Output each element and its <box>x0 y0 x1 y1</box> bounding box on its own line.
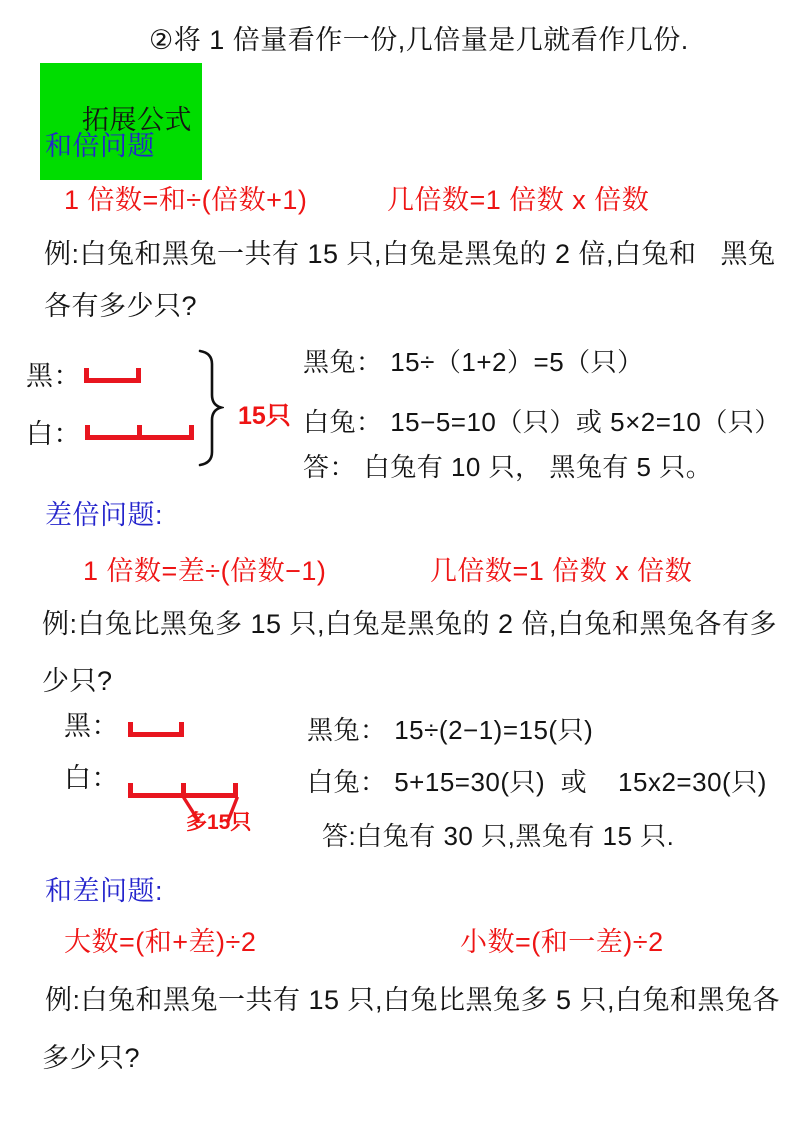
example-diff-multiple-line1: 例:白兔比黑兔多 15 只,白兔是黑兔的 2 倍,白兔和黑兔各有多 <box>42 609 778 639</box>
example-sum-diff-line1: 例:白兔和黑兔一共有 15 只,白兔比黑兔多 5 只,白兔和黑兔各 <box>45 985 781 1015</box>
diagram2-extra-label: 多15只 <box>186 811 252 834</box>
bar-tick-left <box>128 783 133 798</box>
note-line: ②将 1 倍量看作一份,几倍量是几就看作几份. <box>149 25 689 55</box>
diagram1-white-label: 白： <box>26 419 81 449</box>
solution1-answer-line: 答： 白兔有 10 只， 黑兔有 5 只。 <box>303 452 713 482</box>
bar-tick-left <box>84 368 89 383</box>
diagram1-black-bar <box>84 368 141 383</box>
diagram1-white-bar <box>85 425 194 440</box>
formula-diff-multiple-right: 几倍数=1 倍数 x 倍数 <box>430 556 693 586</box>
solution1-black-line: 黑兔： 15÷（1+2）=5（只） <box>303 347 644 377</box>
highlighted-heading-label: 拓展公式 <box>82 104 193 135</box>
section-heading-sum-multiple: 和倍问题 <box>45 131 155 161</box>
bar-tick-right <box>136 368 141 383</box>
example-sum-multiple-line2: 各有多少只? <box>44 291 198 321</box>
diagram1-black-label: 黑： <box>26 361 81 391</box>
formula-diff-multiple-left: 1 倍数=差÷(倍数−1) <box>83 556 327 586</box>
solution1-white-line: 白兔： 15−5=10（只）或 5×2=10（只） <box>303 407 781 437</box>
bar-tick-middle <box>181 783 186 798</box>
bar-tick-right <box>179 722 184 737</box>
bar-line <box>128 732 184 737</box>
bar-line <box>84 378 141 383</box>
formula-sum-diff-left: 大数=(和+差)÷2 <box>64 927 257 957</box>
solution2-white-line: 白兔： 5+15=30(只) 或 15x2=30(只) <box>307 767 767 797</box>
formula-sum-diff-right: 小数=(和一差)÷2 <box>460 927 664 957</box>
diagram2-white-label: 白： <box>64 763 119 793</box>
section-heading-sum-diff: 和差问题: <box>45 876 164 906</box>
bar-tick-left <box>85 425 90 440</box>
section-heading-diff-multiple: 差倍问题: <box>45 500 164 530</box>
bar-tick-right <box>189 425 194 440</box>
example-sum-diff-line2: 多少只? <box>42 1043 141 1073</box>
example-sum-multiple-line1: 例:白兔和黑兔一共有 15 只,白兔是黑兔的 2 倍,白兔和 黑兔 <box>44 239 776 269</box>
bar-tick-middle <box>137 425 142 440</box>
diagram2-black-bar <box>128 722 184 737</box>
bar-tick-left <box>128 722 133 737</box>
solution2-black-line: 黑兔： 15÷(2−1)=15(只) <box>307 715 594 745</box>
formula-sum-multiple-right: 几倍数=1 倍数 x 倍数 <box>387 185 650 215</box>
diagram1-total-label: 15只 <box>238 402 291 430</box>
bar-tick-right <box>233 783 238 798</box>
diagram2-black-label: 黑： <box>64 711 119 741</box>
curly-brace-icon <box>196 348 224 468</box>
solution2-answer-line: 答:白兔有 30 只,黑兔有 15 只. <box>322 821 675 851</box>
diagram2-white-bar <box>128 783 238 798</box>
formula-sum-multiple-left: 1 倍数=和÷(倍数+1) <box>64 185 308 215</box>
example-diff-multiple-line2: 少只? <box>42 666 113 696</box>
